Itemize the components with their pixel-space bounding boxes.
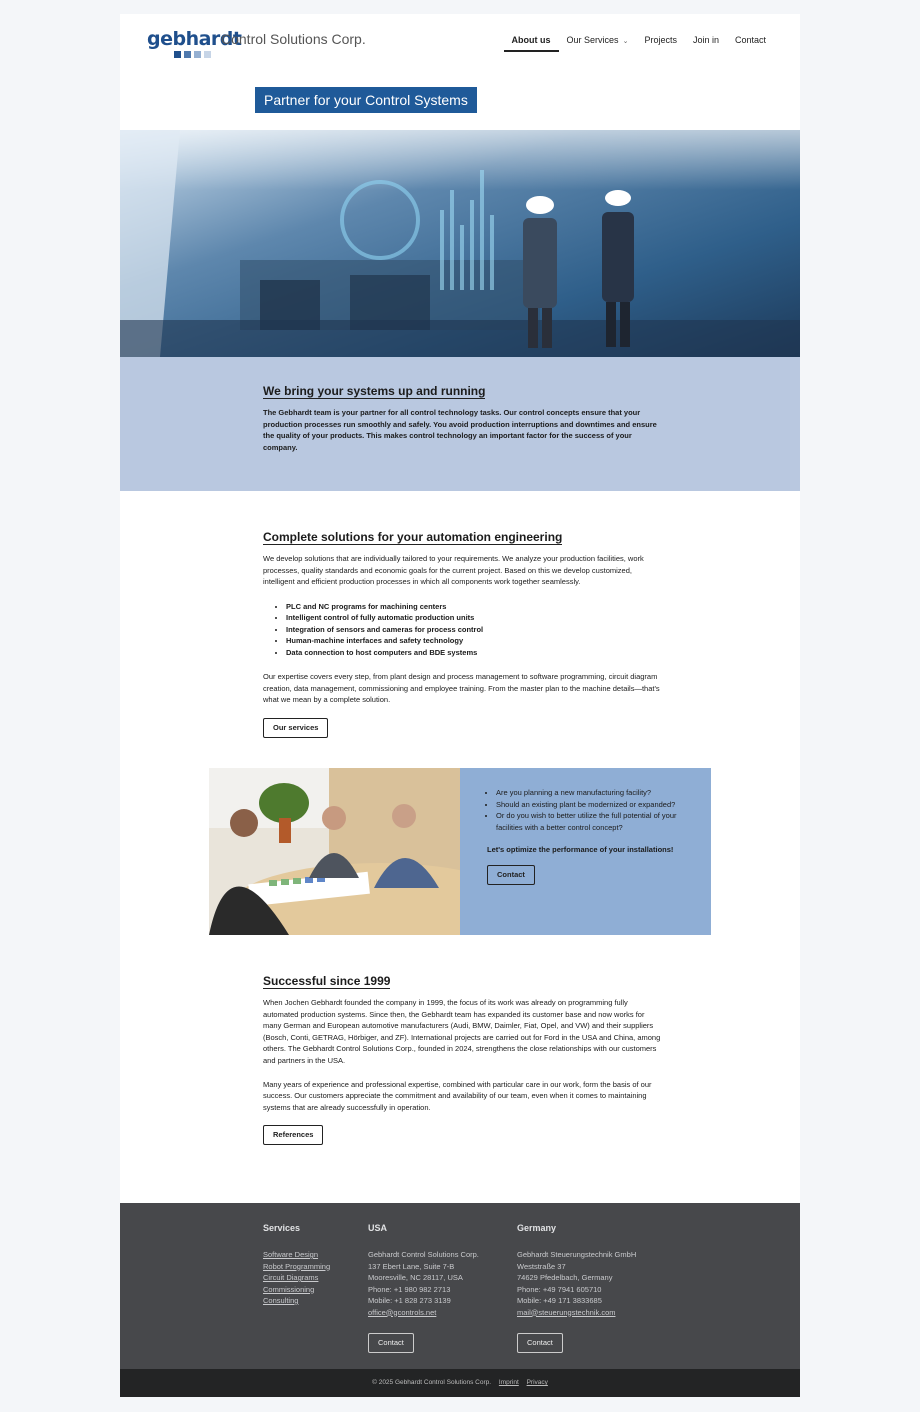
- nav-contact[interactable]: Contact: [734, 35, 766, 45]
- list-item: • Integration of sensors and cameras for process control: [286, 624, 663, 636]
- germany-mobile: Mobile: +49 171 3833685: [517, 1296, 602, 1305]
- usa-email-link[interactable]: office@gcontrols.net: [368, 1307, 437, 1317]
- usa-mobile: Mobile: +1 828 273 3139: [368, 1296, 451, 1305]
- history-heading: Successful since 1999: [263, 974, 391, 988]
- footer-germany-title: Germany: [517, 1223, 557, 1233]
- nav-our-services[interactable]: Our Services ⌄: [566, 35, 629, 45]
- intro-text: The Gebhardt team is your partner for all control technology tasks. Our control concepts ensure that your production processes run smoothly and safely. You avoid production interruptions and downtimes and ensure the quality of your products. This makes control technology an important factor for the success of your company.: [263, 408, 657, 452]
- solutions-expertise-text: Our expertise covers every step, from plant design and process management to software programming, circuit diagram creation, data management, commissioning and employee training. From the master plan to the machine details—that's what we mean by a complete solution.: [263, 672, 660, 705]
- copyright-bar: [120, 1369, 800, 1397]
- germany-phone: Phone: +49 7941 605710: [517, 1284, 602, 1294]
- footer-usa-contact-button[interactable]: Contact: [368, 1333, 414, 1353]
- contact-button[interactable]: Contact: [487, 865, 535, 885]
- history-section: [263, 972, 663, 1145]
- germany-address-line: Gebhardt Steuerungstechnik GmbH: [517, 1250, 637, 1259]
- germany-address-line: Weststraße 37: [517, 1261, 566, 1271]
- nav-about-us[interactable]: About us: [504, 34, 559, 52]
- solutions-section: [263, 528, 663, 738]
- main-nav: [504, 34, 774, 52]
- question-list: [496, 787, 696, 833]
- cta-text: Let's optimize the performance of your installations!: [487, 845, 674, 855]
- footer-germany: [517, 1222, 636, 1353]
- usa-phone: Phone: +1 980 982 2713: [368, 1284, 451, 1294]
- nav-join-in[interactable]: Join in: [692, 35, 719, 45]
- footer-usa: [368, 1222, 479, 1353]
- list-item: • PLC and NC programs for machining centers: [286, 601, 663, 613]
- feature-cta-box: [460, 768, 711, 935]
- privacy-link[interactable]: Privacy: [526, 1379, 548, 1386]
- footer-usa-title: USA: [368, 1223, 388, 1233]
- hero-factory-image: [120, 130, 800, 357]
- team-meeting-image: [209, 768, 460, 935]
- footer-services: [263, 1222, 330, 1307]
- hero-title: Partner for your Control Systems: [255, 87, 477, 113]
- solutions-heading: Complete solutions for your automation engineering: [263, 530, 563, 544]
- copyright-text: © 2025 Gebhardt Control Solutions Corp.: [372, 1379, 492, 1386]
- footer-link-consulting[interactable]: Consulting: [263, 1296, 299, 1305]
- germany-address-line: 74629 Pfedelbach, Germany: [517, 1273, 613, 1282]
- success-text: Many years of experience and professional expertise, combined with particular care in our work, form the basis of our success. Our customers appreciate the commitment and availability of our team, even when it comes to maintaining systems that are already successfully in operation.: [263, 1079, 652, 1112]
- nav-projects[interactable]: Projects: [644, 35, 677, 45]
- history-text: When Jochen Gebhardt founded the company in 1999, the focus of its work was already on programming fully automated production systems. Since then, the Gebhardt team has expanded its customer base and now works for many German and European automotive manufacturers (Audi, BMW, Daimler, Fiat, Opel, and VW) and their suppliers (Bosch, Conti, GETRAG, Hörbiger, and ZF). International projects are carried out for Ford in the USA and China, among others. The Gebhardt Control Solutions Corp., founded in 2024, strengthens the close relationships with our customers and partners in the USA.: [263, 998, 661, 1065]
- intro-heading: We bring your systems up and running: [263, 384, 486, 398]
- chevron-down-icon: ⌄: [622, 38, 629, 45]
- list-item: • Data connection to host computers and BDE systems: [286, 647, 663, 659]
- footer-germany-contact-button[interactable]: Contact: [517, 1333, 563, 1353]
- list-item: • Human-machine interfaces and safety technology: [286, 635, 663, 647]
- footer-link-software-design[interactable]: Software Design: [263, 1250, 319, 1259]
- germany-email-link[interactable]: mail@steuerungstechnik.com: [517, 1307, 616, 1317]
- imprint-link[interactable]: Imprint: [498, 1379, 519, 1386]
- usa-address-line: Mooresville, NC 28117, USA: [368, 1273, 463, 1282]
- footer-link-commissioning[interactable]: Commissioning: [263, 1284, 315, 1294]
- footer: [120, 1203, 800, 1369]
- references-button[interactable]: References: [263, 1125, 323, 1145]
- solutions-list: [286, 601, 663, 659]
- usa-address-line: Gebhardt Control Solutions Corp.: [368, 1250, 479, 1259]
- page: [120, 14, 800, 1397]
- list-item: • Are you planning a new manufacturing facility?: [496, 787, 696, 799]
- list-item: • Or do you wish to better utilize the full potential of your facilities with a better control concept?: [496, 810, 696, 833]
- footer-link-robot-programming[interactable]: Robot Programming: [263, 1261, 331, 1271]
- list-item: • Should an existing plant be modernized or expanded?: [496, 799, 696, 811]
- list-item: • Intelligent control of fully automatic production units: [286, 612, 663, 624]
- usa-address-line: 137 Ebert Lane, Suite 7-B: [368, 1261, 455, 1271]
- our-services-button[interactable]: Our services: [263, 718, 328, 738]
- company-name: Control Solutions Corp.: [221, 31, 366, 47]
- logo-wordmark: gebhardt: [147, 28, 242, 50]
- footer-link-circuit-diagrams[interactable]: Circuit Diagrams: [263, 1273, 319, 1282]
- logo-squares: [174, 51, 242, 58]
- feature-section: [209, 768, 711, 935]
- footer-services-title: Services: [263, 1223, 301, 1233]
- solutions-intro-text: We develop solutions that are individually tailored to your requirements. We analyze your production facilities, work processes, quality standards and economic goals for the current project. Based on this we develop customized, intelligent and efficient production processes in which all components work together seamlessly.: [263, 554, 644, 586]
- intro-section: [120, 357, 800, 491]
